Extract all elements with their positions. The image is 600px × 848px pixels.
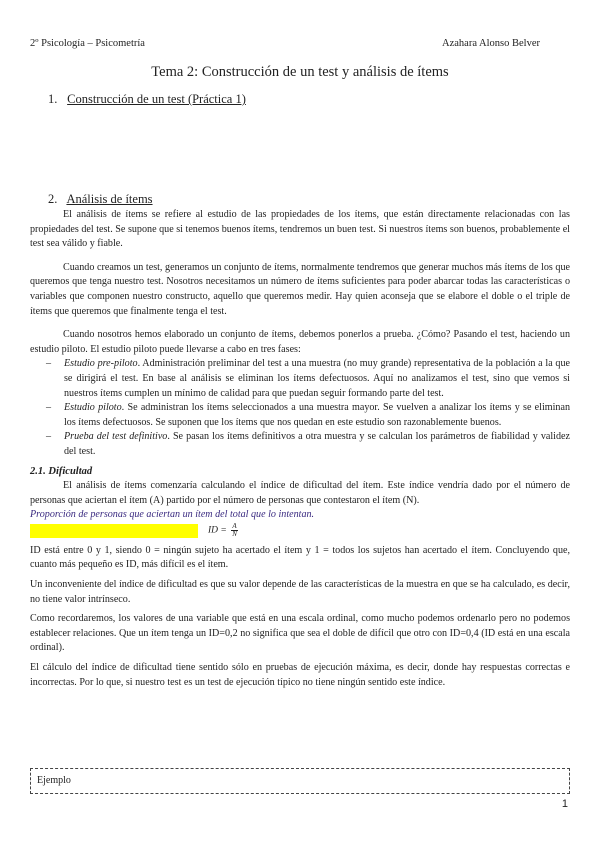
phase-list: [30, 357, 570, 459]
formula-numerator: A: [232, 521, 237, 530]
paragraph: El análisis de ítems comenzaría calculando el índice de dificultad del ítem. Este índice vendría dado por el número de personas que aciertan el ítem (A) partido por el número de personas que contestaron el ítem (N).: [30, 480, 570, 506]
paragraph: ID está entre 0 y 1, siendo 0 = ningún sujeto ha acertado el ítem y 1 = todos los sujetos han acertado el ítem. Concluyendo que, cuanto más pequeño es ID, más difícil es el ítem.: [30, 544, 570, 571]
list-item: [30, 430, 570, 459]
highlight-mark: [30, 524, 198, 538]
section-1-title: Construcción de un test (Práctica 1): [67, 92, 246, 106]
section-2-heading: [48, 192, 153, 207]
paragraph: El análisis de ítems se refiere al estudio de las propiedades de los ítems, que están directamente relacionadas con las propiedades del test. Se supone que si tenemos buenos ítems, tendremos un buen test. Si nuestros ítems son buenos, probablemente el test sea válido y fiable.: [30, 209, 570, 250]
header-left: 2º Psicología – Psicometría: [30, 38, 145, 49]
section-2-body: [30, 208, 570, 690]
paragraph: El cálculo del índice de dificultad tiene sentido sólo en pruebas de ejecución máxima, es decir, donde hay respuestas correctas e incorrectas. Por lo que, si nuestro test es un test de ejecución típico no tiene ningún sentido este índice.: [30, 662, 570, 688]
subsection-heading: 2.1. Dificultad: [30, 465, 93, 477]
example-box: [30, 768, 570, 794]
page-number: 1: [561, 798, 568, 810]
phase-term: Estudio piloto: [64, 402, 122, 414]
document-title: Tema 2: Construcción de un test y análisis de ítems: [151, 64, 449, 80]
formula-lhs: ID =: [208, 525, 230, 536]
section-2-title: Análisis de ítems: [66, 192, 153, 206]
section-1-number: 1.: [48, 92, 58, 106]
list-item: [30, 357, 570, 401]
phase-text: . Se pasan los ítems definitivos a otra muestra y se calculan los parámetros de fiabilidad y validez del test.: [64, 431, 570, 457]
phase-text: . Administración preliminar del test a una muestra (no muy grande) representativa de la población a la que se dirigirá el test. En base al análisis se eliminan los ítems defectuosos. Aquí no analizamos el test, sino que vemos si nuestros ítems cumplen un mínimo de calidad para que puedan seguir formando parte del test.: [64, 358, 570, 399]
italic-definition: Proporción de personas que aciertan un ítem del total que lo intentan.: [30, 509, 315, 521]
example-label: Ejemplo: [37, 775, 71, 786]
section-2-number: 2.: [48, 192, 58, 206]
paragraph: Como recordaremos, los valores de una variable que está en una escala ordinal, como mucho podemos ordenarlo pero no podemos establecer relaciones. Que un ítem tenga un ID=0,2 no significa que sea el doble de difícil que otro con ID=0,4 (ID está en una escala ordinal).: [30, 613, 570, 654]
difficulty-formula: [208, 523, 238, 538]
phase-term: Estudio pre-piloto: [64, 358, 138, 370]
paragraph: Cuando creamos un test, generamos un conjunto de ítems, normalmente tendremos que generar muchos más ítems de los que queremos que tenga nuestro test. Nosotros necesitamos un número de ítems suficientes para poder abarcar todas las características o variables que componen nuestro constructo, aquello que queremos medir. Hay quien aconseja que se elabore el doble o el triple de ítems que queremos que finalmente tenga el test.: [30, 261, 570, 317]
list-item: [30, 401, 570, 430]
phase-term: Prueba del test definitivo: [64, 431, 168, 443]
header-right: Azahara Alonso Belver: [442, 38, 540, 49]
phase-text: . Se administran los ítems seleccionados a una muestra mayor. Se vuelven a analizar los ítems y se eliminan los ítems defectuosos. Se suponen que los ítems que nos quedan en este estudio son razonablemente buenos.: [64, 402, 571, 428]
section-1-heading: [48, 92, 246, 107]
formula-row: [30, 523, 570, 539]
formula-fraction: [231, 523, 238, 538]
paragraph: Cuando nosotros hemos elaborado un conjunto de ítems, debemos ponerlos a prueba. ¿Cómo? Pasando el test, haciendo un estudio piloto. El estudio piloto puede llevarse a cabo en tres fases:: [30, 329, 570, 355]
formula-denominator: N: [232, 529, 237, 538]
paragraph: Un inconveniente del índice de dificultad es que su valor depende de las características de la muestra en que se ha calculado, es decir, no tiene valor intrínseco.: [30, 579, 570, 605]
